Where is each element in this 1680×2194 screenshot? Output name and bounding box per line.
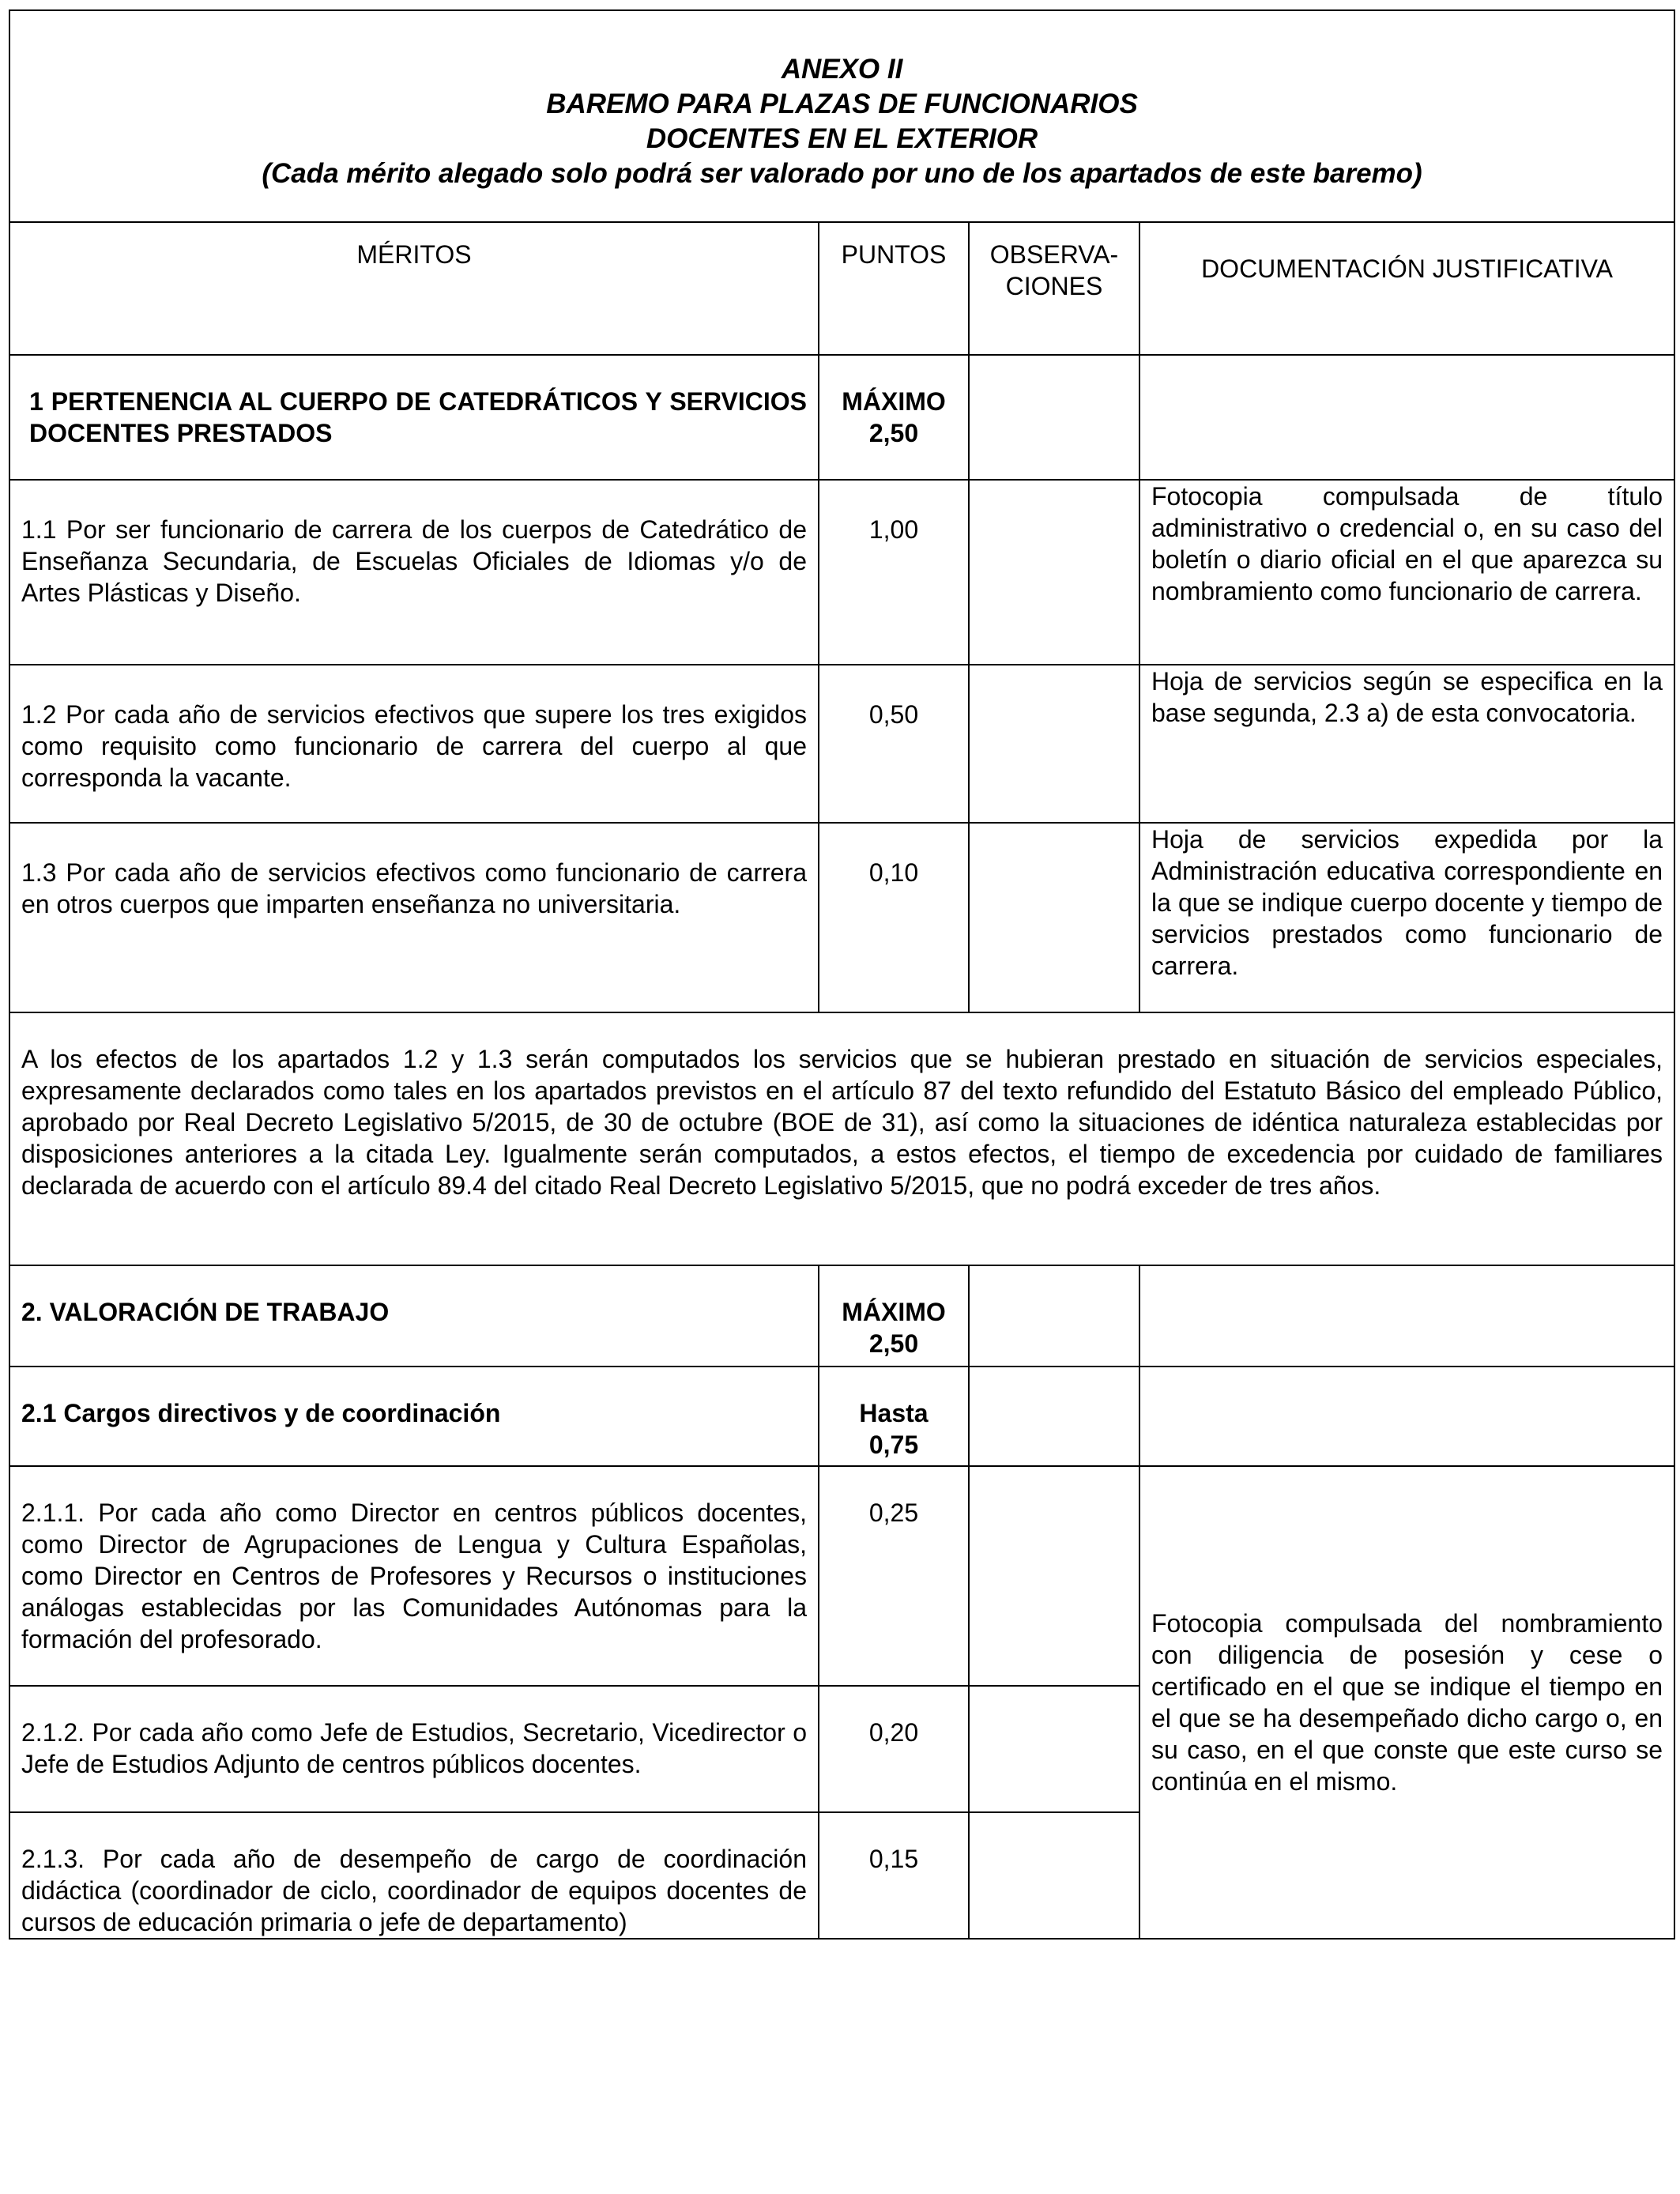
subsection-2-1-points-label: Hasta <box>859 1399 929 1427</box>
item-2-1-2-text: 2.1.2. Por cada año como Jefe de Estudios, Secretario, Vicedirector o Jefe de Estudios Adjunto de centros públicos docentes. <box>9 1686 819 1812</box>
annex-title: ANEXO II <box>781 54 903 85</box>
item-2-1-1-text: 2.1.1. Por cada año como Director en centros públicos docentes, como Director de Agrupaciones de Lengua y Cultura Españolas, como Director en Centros de Profesores y Recursos o instituciones análogas establecidas por las Comunidades Autónomas para la formación del profesorado. <box>9 1466 819 1686</box>
section2-doc <box>1139 1265 1674 1367</box>
section2-row <box>9 1265 1674 1367</box>
item-2-1-2-points: 0,20 <box>819 1686 969 1812</box>
annex-subtitle-1: BAREMO PARA PLAZAS DE FUNCIONARIOS <box>546 89 1138 119</box>
section1-obs <box>969 355 1139 480</box>
subsection-2-1-obs <box>969 1367 1139 1466</box>
item-1-3-doc: Hoja de servicios expedida por la Administración educativa correspondiente en la que se indique cuerpo docente y tiempo de servicios prestados como funcionario de carrera. <box>1139 823 1674 1012</box>
item-2-1-1-points: 0,25 <box>819 1466 969 1686</box>
item-1-2-obs <box>969 665 1139 823</box>
subsection-2-1-title: 2.1 Cargos directivos y de coordinación <box>9 1367 819 1466</box>
section2-points-value: 2,50 <box>868 1329 919 1358</box>
section1-points-label: MÁXIMO <box>842 387 946 416</box>
item-1-1-row <box>9 480 1674 665</box>
section1-row <box>9 355 1674 480</box>
item-2-1-3-points: 0,15 <box>819 1812 969 1939</box>
col-observaciones-line1: OBSERVA- <box>989 240 1119 269</box>
item-2-1-2-obs <box>969 1686 1139 1812</box>
section1-points-value: 2,50 <box>868 419 919 447</box>
section1-note-row <box>9 1012 1674 1265</box>
section1-note: A los efectos de los apartados 1.2 y 1.3 serán computados los servicios que se hubieran prestado en situación de servicios especiales, expresamente declarados como tales en los apartados previstos en el artículo 87 del texto refundido del Estatuto Básico del empleado Público, aprobado por Real Decreto Legislativo 5/2015, de 30 de octubre (BOE de 31), así como la situaciones de idéntica naturaleza establecidas por disposiciones anteriores a la citada Ley. Igualmente serán computados, a estos efectos, el tiempo de excedencia por cuidado de familiares declarada de acuerdo con el artículo 89.4 del citado Real Decreto Legislativo 5/2015, que no podrá exceder de tres años. <box>9 1012 1674 1265</box>
item-2-1-1-row <box>9 1466 1674 1686</box>
item-2-1-1-obs <box>969 1466 1139 1686</box>
section2-documentation: Fotocopia compulsada del nombramiento con diligencia de posesión y cese o certificado en el que se indique el tiempo en el que se ha desempeñado dicho cargo o, en su caso, en el que conste que este curso se continúa en el mismo. <box>1139 1466 1674 1939</box>
item-2-1-3-text: 2.1.3. Por cada año de desempeño de cargo de coordinación didáctica (coordinador de ciclo, coordinador de equipos docentes de cursos de educación primaria o jefe de departamento) <box>9 1812 819 1939</box>
section2-points <box>819 1265 969 1367</box>
item-1-2-points: 0,50 <box>819 665 969 823</box>
col-meritos: MÉRITOS <box>9 222 819 355</box>
item-2-1-3-obs <box>969 1812 1139 1939</box>
section2-points-label: MÁXIMO <box>842 1298 946 1326</box>
annex-subtitle-2: DOCENTES EN EL EXTERIOR <box>646 123 1038 154</box>
item-1-3-obs <box>969 823 1139 1012</box>
section2-title: 2. VALORACIÓN DE TRABAJO <box>9 1265 819 1367</box>
section1-title: 1 PERTENENCIA AL CUERPO DE CATEDRÁTICOS Y SERVICIOS DOCENTES PRESTADOS <box>9 355 819 480</box>
section1-points <box>819 355 969 480</box>
subsection-2-1-row <box>9 1367 1674 1466</box>
header-row <box>9 10 1674 222</box>
subsection-2-1-points-value: 0,75 <box>868 1431 919 1459</box>
item-1-1-obs <box>969 480 1139 665</box>
col-observaciones <box>969 222 1139 355</box>
section2-obs <box>969 1265 1139 1367</box>
item-1-2-doc: Hoja de servicios según se especifica en la base segunda, 2.3 a) de esta convocatoria. <box>1139 665 1674 823</box>
item-1-2-row <box>9 665 1674 823</box>
subsection-2-1-points <box>819 1367 969 1466</box>
section1-doc <box>1139 355 1674 480</box>
annex-header <box>9 10 1674 222</box>
item-1-1-text: 1.1 Por ser funcionario de carrera de los cuerpos de Catedrático de Enseñanza Secundaria, de Escuelas Oficiales de Idiomas y/o de Artes Plásticas y Diseño. <box>9 480 819 665</box>
annex-note: (Cada mérito alegado solo podrá ser valorado por uno de los apartados de este baremo) <box>262 158 1422 189</box>
col-puntos: PUNTOS <box>819 222 969 355</box>
col-documentacion: DOCUMENTACIÓN JUSTIFICATIVA <box>1139 222 1674 355</box>
item-1-2-text: 1.2 Por cada año de servicios efectivos que supere los tres exigidos como requisito como funcionario de carrera del cuerpo al que corresponda la vacante. <box>9 665 819 823</box>
column-header-row <box>9 222 1674 355</box>
subsection-2-1-doc <box>1139 1367 1674 1466</box>
item-1-1-points: 1,00 <box>819 480 969 665</box>
annex-page <box>9 9 1674 1940</box>
item-1-3-row <box>9 823 1674 1012</box>
item-1-1-doc: Fotocopia compulsada de título administrativo o credencial o, en su caso del boletín o diario oficial en el que aparezca su nombramiento como funcionario de carrera. <box>1139 480 1674 665</box>
item-1-3-text: 1.3 Por cada año de servicios efectivos como funcionario de carrera en otros cuerpos que imparten enseñanza no universitaria. <box>9 823 819 1012</box>
baremo-table <box>9 9 1675 1940</box>
col-observaciones-line2: CIONES <box>1005 272 1103 300</box>
item-1-3-points: 0,10 <box>819 823 969 1012</box>
